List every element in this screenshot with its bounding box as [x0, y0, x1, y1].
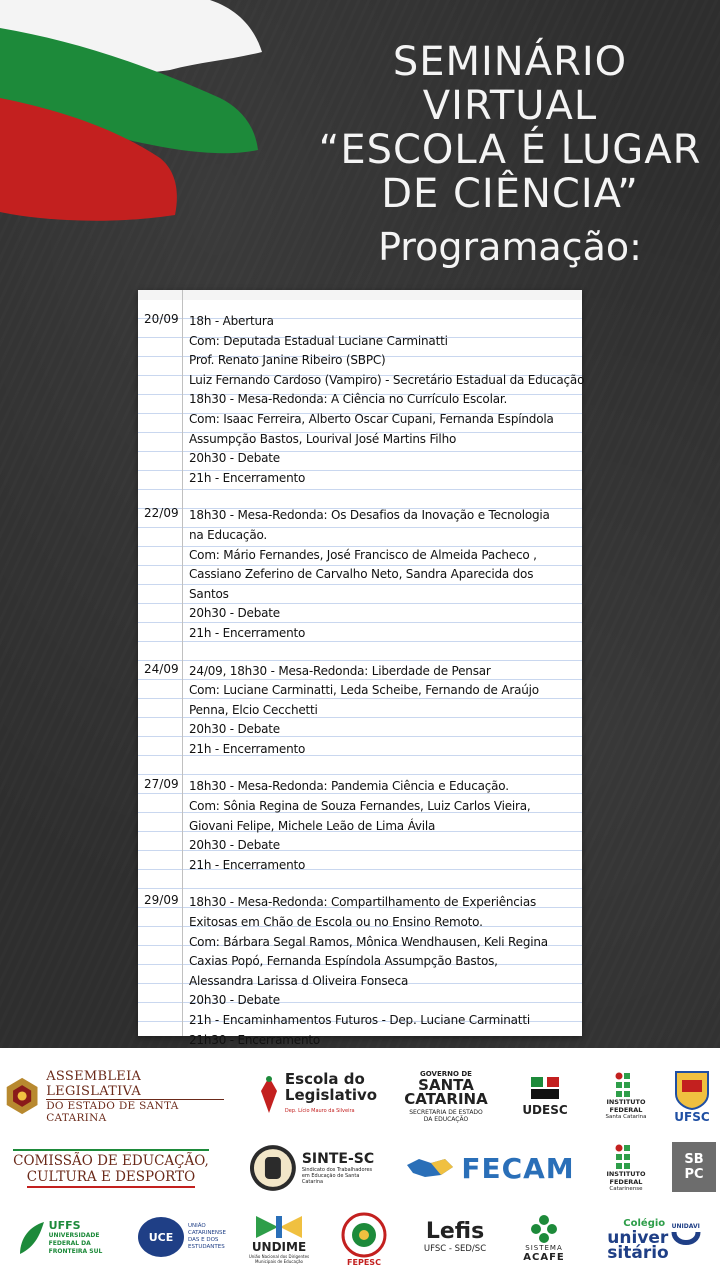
uffs-line-3: FRONTEIRA SUL — [48, 1248, 103, 1255]
sinte-sc-logo — [248, 1140, 382, 1196]
schedule-line: 21h - Encerramento — [189, 470, 306, 485]
colegio-universitario-logo — [594, 1208, 714, 1268]
schedule-line: Prof. Renato Janine Ribeiro (SBPC) — [189, 353, 386, 368]
ifc-line-1: INSTITUTO — [606, 1169, 646, 1178]
schedule-line: 20h30 - Debate — [189, 722, 280, 737]
schedule-line: 21h - Encerramento — [189, 857, 306, 872]
ufsc-name: UFSC — [674, 1110, 710, 1124]
schedule-line: 21h - Encerramento — [189, 741, 306, 756]
santa-word: SANTA — [418, 1075, 474, 1094]
schedule-line: Caxias Popó, Fernanda Espíndola Assumpção Bastos, — [189, 954, 498, 969]
schedule-line: Assumpção Bastos, Lourival José Martins Filho — [189, 431, 457, 446]
schedule-day — [138, 312, 585, 488]
unidavi-word: UNIDAVI — [671, 1222, 700, 1230]
program-heading: Programação: — [378, 225, 642, 269]
fecam-logo — [402, 1148, 578, 1188]
raised-fist-icon — [248, 1143, 298, 1193]
schedule-line: Com: Mário Fernandes, José Francisco de Almeida Pacheco , — [189, 547, 537, 562]
lefis-name: Lefis — [425, 1219, 485, 1244]
title-line: VIRTUAL — [422, 83, 598, 129]
acafe-line-1: SISTEMA — [525, 1243, 563, 1252]
acafe-logo — [516, 1208, 572, 1268]
undime-name: UNDIME — [251, 1240, 307, 1254]
schedule-day — [138, 893, 582, 1050]
sitario-word: sitário — [607, 1242, 669, 1263]
acafe-cross-icon — [530, 1214, 558, 1244]
escola-patron: Dep. Lício Mauro da Silveira — [284, 1108, 355, 1114]
uce-line-4: ESTUDANTES — [188, 1244, 225, 1250]
notebook-paper — [138, 290, 585, 1047]
sinte-desc-2: em Educação de Santa Catarina — [301, 1173, 360, 1185]
schedule-line: 18h30 - Mesa-Redonda: Pandemia Ciência e Educação. — [189, 779, 509, 794]
uce-badge: UCE — [138, 1217, 184, 1257]
undime-symbol-icon — [254, 1214, 304, 1240]
schedule-line: Luiz Fernando Cardoso (Vampiro) - Secretário Estadual da Educação — [189, 372, 585, 387]
alesc-logo — [4, 1068, 224, 1124]
schedule-line: 24/09, 18h30 - Mesa-Redonda: Liberdade de Pensar — [189, 663, 491, 678]
ufsc-logo — [668, 1064, 716, 1130]
governo-sc-logo — [396, 1066, 496, 1126]
schedule-line: Com: Deputada Estadual Luciane Carminatti — [189, 333, 448, 348]
alesc-crest-icon — [4, 1074, 40, 1118]
schedule-line: Com: Sônia Regina de Souza Fernandes, Luiz Carlos Vieira, — [189, 799, 531, 814]
santa-catarina-flag-brushstroke — [0, 0, 270, 230]
sponsor-logos — [0, 1048, 720, 1280]
escola-word: Escola do — [284, 1070, 365, 1088]
title-line: “ESCOLA É LUGAR — [318, 127, 702, 173]
catarina-word: CATARINA — [404, 1089, 488, 1108]
seminar-title — [300, 40, 720, 216]
escola-legislativo-logo — [252, 1070, 382, 1120]
schedule-line: Alessandra Larissa d Oliveira Fonseca — [189, 973, 409, 988]
schedule-line: 20h30 - Debate — [189, 606, 280, 621]
fepesc-seal-icon — [341, 1212, 387, 1258]
schedule-line: 20h30 - Debate — [189, 838, 280, 853]
schedule-line: Com: Isaac Ferreira, Alberto Oscar Cupani, Fernanda Espíndola — [189, 411, 554, 426]
ifc-logo — [598, 1138, 654, 1198]
uffs-line-2: FEDERAL DA — [48, 1240, 91, 1247]
if-grid-icon — [615, 1144, 637, 1170]
schedule-line: 18h30 - Mesa-Redonda: A Ciência no Currículo Escolar. — [189, 392, 508, 407]
title-line: DE CIÊNCIA” — [381, 171, 639, 217]
sinte-name: SINTE-SC — [301, 1151, 375, 1167]
acafe-line-2: ACAFE — [523, 1251, 565, 1263]
comissao-line-1: COMISSÃO DE EDUCAÇÃO, — [13, 1149, 209, 1169]
alesc-name-line: ASSEMBLEIA LEGISLATIVA — [46, 1069, 224, 1100]
lefis-sub: UFSC - SED/SC — [423, 1244, 487, 1254]
ifsc-line-2: FEDERAL — [609, 1105, 643, 1114]
legislativo-word: Legislativo — [284, 1086, 378, 1104]
comissao-line-2: CULTURA E DESPORTO — [27, 1169, 195, 1188]
if-grid-icon — [615, 1072, 637, 1098]
fecam-name: FECAM — [461, 1151, 575, 1185]
fepesc-logo — [334, 1204, 394, 1274]
schedule-line: Exitosas em Chão de Escola ou no Ensino Remoto. — [189, 915, 483, 930]
udesc-logo — [512, 1068, 578, 1124]
udesc-name: UDESC — [522, 1103, 568, 1117]
title-line: SEMINÁRIO — [392, 39, 628, 85]
ifc-line-3: Catarinense — [609, 1185, 643, 1192]
uffs-line-1: UNIVERSIDADE — [48, 1232, 100, 1239]
schedule-line: 20h30 - Debate — [189, 993, 280, 1008]
schedule-line: 21h - Encerramento — [189, 625, 306, 640]
schedule-list — [138, 312, 585, 1068]
lefis-logo — [410, 1214, 500, 1260]
ifsc-line-1: INSTITUTO — [606, 1097, 646, 1106]
ifc-line-2: FEDERAL — [609, 1177, 643, 1186]
schedule-day — [138, 777, 582, 875]
schedule-line: 20h30 - Debate — [189, 451, 280, 466]
governo-line: GOVERNO DE — [420, 1069, 472, 1078]
schedule-line: Com: Bárbara Segal Ramos, Mônica Wendhausen, Keli Regina — [189, 934, 548, 949]
schedule-date: 27/09 — [144, 777, 179, 792]
undime-desc-2: Municipais de Educação — [254, 1259, 304, 1264]
uce-line-3: DAS E DOS — [188, 1237, 219, 1243]
schedule-line: Giovani Felipe, Michele Leão de Lima Ávila — [189, 818, 436, 833]
sc-map-icon — [405, 1155, 455, 1181]
schedule-day — [138, 662, 582, 760]
schedule-line: 18h - Abertura — [189, 314, 274, 328]
uffs-logo — [6, 1216, 112, 1260]
ifsc-logo — [598, 1066, 654, 1126]
secretaria-line: SECRETARIA DE ESTADO — [409, 1108, 483, 1116]
schedule-line: 21h30 - Encerramento — [189, 1032, 321, 1047]
colegio-word: Colégio — [623, 1217, 666, 1229]
schedule-line: 21h - Encaminhamentos Futuros - Dep. Luciane Carminatti — [189, 1013, 530, 1027]
schedule-line: 18h30 - Mesa-Redonda: Compartilhamento de Experiências — [189, 895, 537, 910]
schedule-date: 22/09 — [144, 506, 179, 521]
udesc-symbol-icon — [529, 1075, 561, 1101]
uffs-leaf-icon — [16, 1220, 46, 1256]
univer-word: univer — [607, 1227, 669, 1248]
schedule-date: 29/09 — [144, 893, 179, 908]
sinte-desc-1: Sindicato dos Trabalhadores — [301, 1167, 373, 1173]
sbpc-logo — [672, 1142, 716, 1192]
schedule-line: 18h30 - Mesa-Redonda: Os Desafios da Inovação e Tecnologia — [189, 508, 550, 523]
undime-desc-1: União Nacional dos Dirigentes — [248, 1254, 310, 1259]
schedule-date: 20/09 — [144, 312, 179, 326]
comissao-logo — [4, 1148, 218, 1188]
schedule-date: 24/09 — [144, 661, 179, 676]
uce-line-1: UNIÃO — [188, 1223, 206, 1229]
alesc-state-line: DO ESTADO DE SANTA CATARINA — [46, 1099, 179, 1124]
unidavi-arc-icon — [671, 1230, 701, 1254]
sbpc-line-1: SB — [684, 1152, 704, 1167]
schedule-line: Com: Luciane Carminatti, Leda Scheibe, Fernando de Araújo — [189, 683, 539, 698]
schedule-line: Cassiano Zeferino de Carvalho Neto, Sandra Aparecida dos — [189, 567, 534, 582]
schedule-line: na Educação. — [189, 527, 268, 542]
schedule-line: Penna, Elcio Cecchetti — [189, 702, 318, 717]
educacao-line: DA EDUCAÇÃO — [423, 1115, 469, 1123]
schedule-day — [138, 506, 582, 643]
ifsc-line-3: Santa Catarina — [605, 1113, 647, 1120]
fepesc-name: FEPESC — [347, 1257, 381, 1267]
undime-logo — [244, 1208, 314, 1270]
uce-logo — [132, 1212, 232, 1262]
sbpc-line-2: PC — [684, 1167, 704, 1182]
ufsc-crest-icon — [674, 1070, 710, 1110]
uce-line-2: CATARINENSE — [188, 1230, 226, 1236]
uffs-name: UFFS — [48, 1219, 81, 1232]
pen-icon — [257, 1075, 281, 1115]
schedule-line: Santos — [189, 586, 229, 601]
